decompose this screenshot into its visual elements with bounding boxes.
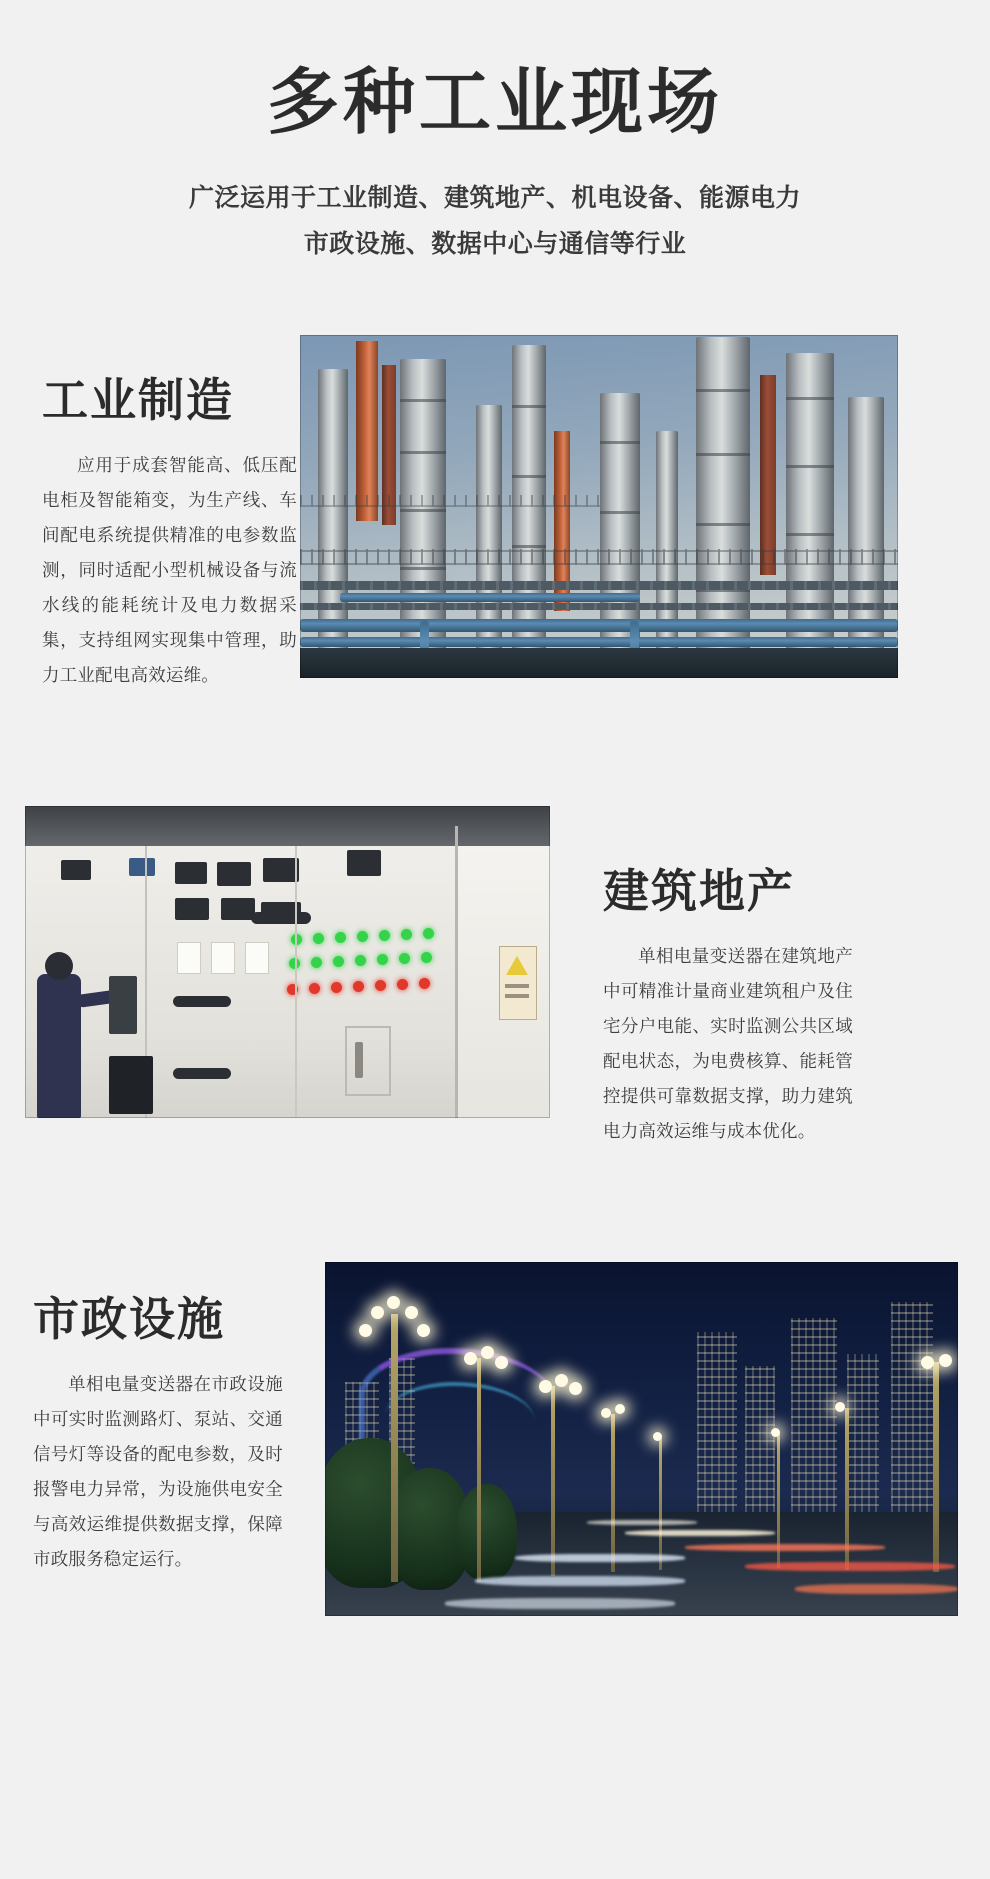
warning-sign-text [505,994,529,998]
section-industrial-image [300,335,898,678]
section-realestate-title: 建筑地产 [603,865,795,918]
refinery-blue-pipe [300,637,898,647]
section-industrial-text [42,335,297,710]
meter-panel [221,898,255,920]
section-industrial-title: 工业制造 [42,374,234,427]
cabinet-label-tag [245,942,269,974]
roadside-tree [457,1484,517,1580]
cabinet-seam [295,846,297,1118]
landmark-arc-light [385,1382,535,1456]
street-lamp-post [611,1414,615,1572]
vehicle-light-trail [445,1598,675,1609]
section-realestate-text [603,806,853,1166]
cabinet-door-outline [345,1026,391,1096]
refinery-stack-red [760,375,776,575]
page-header [0,0,990,267]
cabinet-label-tag [177,942,201,974]
worker-figure [37,974,81,1118]
cabinet-handle [173,1068,231,1079]
refinery-blue-pipe [300,619,898,632]
page-title: 多种工业现场 [266,63,723,143]
cabinet-label-tag [211,942,235,974]
lower-equipment [109,1056,153,1114]
city-tower [697,1332,737,1522]
subtitle-line-2: 市政设施、数据中心与通信等行业 [303,230,687,259]
section-municipal-title: 市政设施 [33,1293,225,1346]
cabinet-latch [355,1042,363,1078]
vehicle-light-trail [515,1554,685,1562]
refinery-girder [300,581,898,590]
section-municipal-body: 单相电量变送器在市政设施中可实时监测路灯、泵站、交通信号灯等设备的配电参数，及时报警电力异常，为设施供电安全与高效运维提供数据支撑，保障市政服务稳定运行。 [33,1374,283,1570]
meter-panel [263,858,299,882]
vehicle-light-trail [475,1576,685,1586]
subtitle-line-1: 广泛运用于工业制造、建筑地产、机电设备、能源电力 [188,183,801,212]
meter-panel [175,898,209,920]
refinery-walkway [300,549,898,565]
city-tower [745,1366,775,1522]
cabinet-handle [173,996,231,1007]
city-tower [891,1302,933,1522]
street-lamp-post [391,1314,398,1582]
page-subtitle [0,175,990,268]
section-industrial-manufacturing [0,335,990,710]
vehicle-light-trail [795,1584,958,1594]
meter-panel [61,860,91,880]
refinery-girder [300,603,898,610]
operating-handle [109,976,137,1034]
section-industrial-body: 应用于成套智能高、低压配电柜及智能箱变，为生产线、车间配电系统提供精准的电参数监测，同时适配小型机械设备与流水线的能耗统计及电力数据采集，支持组网实现集中管理，助力工业配电高效运维。 [42,454,297,685]
meter-panel [129,858,155,876]
vehicle-light-trail [745,1562,955,1571]
refinery-blue-pipe [340,593,640,602]
warning-triangle-icon [506,956,528,975]
section-real-estate [0,806,990,1166]
cabinet-seam [455,826,458,1118]
cabinet-handle [251,912,311,924]
section-municipal-text [33,1262,283,1594]
refinery-stack-orange [356,341,378,521]
refinery-ground [300,648,898,678]
section-municipal-image [325,1262,958,1616]
street-lamp-post [551,1386,555,1576]
refinery-column [848,397,884,678]
section-realestate-image [25,806,550,1118]
city-tower [847,1354,879,1522]
section-municipal-facilities [0,1262,990,1616]
street-lamp-post [477,1358,481,1582]
meter-panel [217,862,251,886]
street-lamp-post [659,1438,662,1570]
refinery-walkway [300,495,600,507]
meter-panel [175,862,207,884]
street-lamp-post [933,1362,939,1572]
meter-panel [347,850,381,876]
city-tower [791,1318,837,1522]
warning-sign-text [505,984,529,988]
section-realestate-body: 单相电量变送器在建筑地产中可精准计量商业建筑租户及住宅分户电能、实时监测公共区域配电状态，为电费核算、能耗管控提供可靠数据支撑，助力建筑电力高效运维与成本优化。 [603,945,853,1141]
